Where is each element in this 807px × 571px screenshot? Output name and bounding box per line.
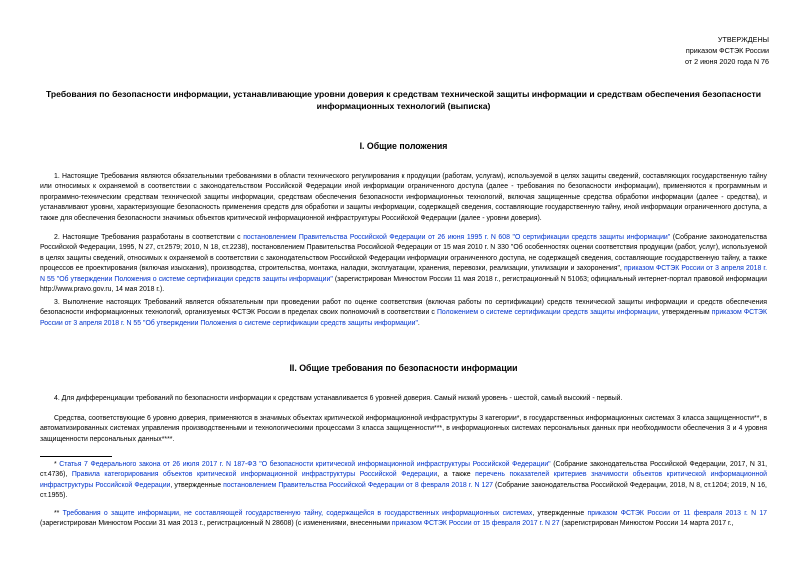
link-order-55[interactable]: приказом ФСТЭК России от 3 апреля 2018 г. N 55 "Об утверждении Положения о системе сертификации средств защиты информации" [40, 265, 767, 283]
fn1-text-4: (Собрание законодательства Российской Федерации, 2018, N 8, ст.1204; 2019, N 16, ст.1955). [40, 481, 767, 500]
link-federal-law-187[interactable]: Статья 7 Федерального закона от 26 июля 2017 г. N 187-ФЗ "О безопасности критической информационной инфраструктуры Российской Федерации" [59, 461, 551, 468]
paragraph-5: Средства, соответствующие 6 уровню доверия, применяются в значимых объектах критической информационной инфраструктуры 3 категории*, в государственных информационных системах 3 класса защищенности**, в автоматизированных системах управления производственными и технологическими процессами 3 класса защищенности***, в информационных системах персональных данных при необходимости обеспечения 3 и 4 уровня защищенности персональных данных****. [40, 415, 767, 443]
link-resolution-608[interactable]: постановлением Правительства Российской Федерации от 26 июня 1995 г. N 608 "О сертификации средств защиты информации" [243, 234, 671, 241]
approval-line-1: УТВЕРЖДЕНЫ [717, 35, 769, 44]
fn1-text-1: (Собрание законодательства Российской Федерации, 2017, N 31, ст.4736), [40, 461, 767, 479]
link-categorization-rules[interactable]: Правила категорирования объектов критической информационной инфраструктуры Российской Федерации [71, 471, 438, 479]
link-gis-requirements[interactable]: Требования о защите информации, не составляющей государственную тайну, содержащейся в государственных информационных системах [62, 510, 533, 517]
approval-stamp [685, 34, 769, 67]
link-order-55-approval[interactable]: приказом ФСТЭК России от 3 апреля 2018 г. N 55 "Об утверждении Положения о системе сертификации средств защиты информации" [40, 309, 768, 327]
section-2-heading: II. Общие требования по безопасности информации [289, 363, 518, 373]
fn2-text-1: , утвержденные [532, 510, 588, 517]
p3-text-2: , утвержденным [658, 309, 712, 317]
footnote-divider [40, 456, 112, 457]
footnote-2 [40, 509, 767, 530]
fn2-text-2: (зарегистрирован Минюстом России 31 мая 2013 г., регистрационный N 28608) (с изменениями, внесенными [40, 520, 392, 528]
p3-text-1: 3. Выполнение настоящих Требований является обязательным при проведении работ по оценке соответствия (включая работы по сертификации) средств технической защиты информации и средств обеспечения безопасности информационных технологий, организуемых ФСТЭК России в пределах своих полномочий в соответствии с [40, 299, 767, 317]
fn1-text-2: , а также [437, 471, 476, 479]
approval-line-2: приказом ФСТЭК России [685, 46, 769, 55]
section-1-heading: I. Общие положения [359, 141, 448, 151]
p2-text-3: (зарегистрирован Минюстом России 11 мая 2018 г., регистрационный N 51063; официальный интернет-портал правовой информации http://www.pravo.gov.ru, 14 мая 2018 г.). [40, 275, 767, 294]
link-criteria-list[interactable]: перечень показателей критериев значимости объектов критической информационной инфраструктуры Российской Федерации [40, 471, 768, 489]
approval-line-3: от 2 июня 2020 года N 76 [684, 57, 769, 66]
document-title: Требования по безопасности информации, устанавливающие уровни доверия к средствам технической защиты информации и средствам обеспечения безопасности информационных технологий (выписка) [46, 89, 761, 111]
p2-text-2: (Собрание законодательства Российской Федерации, 1995, N 27, ст.2579; 2010, N 18, ст.2238), постановлением Правительства Российской Федерации от 15 мая 2010 г. N 330 "Об особенностях оценки соответствия продукции (работ, услуг), используемой в целях защиты сведений, относимых к охраняемой в соответствии с законодательством Российской Федерации информации ограниченного доступа, не содержащей сведения, составляющие государственную тайну, а также процессов ее проектирования (включая изыскания), производства, строительства, монтажа, наладки, эксплуатации, хранения, перевозки, реализации, утилизации и захоронения", [40, 234, 767, 273]
paragraph-3 [40, 298, 767, 329]
fn2-text-3: (зарегистрирован Минюстом России 14 марта 2017 г., [559, 520, 734, 528]
link-order-27[interactable]: приказом ФСТЭК России от 15 февраля 2017 г. N 27 [391, 520, 560, 528]
paragraph-1: 1. Настоящие Требования являются обязательными требованиями в области технического регулирования к продукции (работам, услугам), используемой в целях защиты сведений, составляющих государственную тайну или относимых к охраняемой в соответствии с законодательством Российской Федерации иной информации ограниченного доступа (далее - требования по безопасности информации), применяются к программным и программно-техническим средствам технической защиты информации, средствам обеспечения безопасности информационных технологий, включая защищенные средства обработки информации (далее - средства), и устанавливают уровни, характеризующие безопасность применения средств для обработки и защиты информации, содержащей сведения, составляющие государственную тайну, иной информации ограниченного доступа, а также для обеспечения безопасности значимых объектов критической информационной инфраструктуры Российской Федерации (далее - уровни доверия). [40, 173, 767, 222]
fn1-text-3: , утвержденные [170, 481, 224, 489]
link-certification-regulation[interactable]: Положением о системе сертификации средств защиты информации [436, 309, 658, 317]
p2-text-1: 2. Настоящие Требования разработаны в соответствии с [54, 234, 244, 241]
paragraph-2 [40, 233, 767, 295]
paragraph-4: 4. Для дифференциации требований по безопасности информации к средствам устанавливается 6 уровней доверия. Самый низкий уровень - шестой, самый высокий - первый. [54, 395, 623, 402]
fn1-text-0: * [54, 461, 60, 468]
link-order-17[interactable]: приказом ФСТЭК России от 11 февраля 2013 г. N 17 [587, 510, 768, 517]
link-resolution-127[interactable]: постановлением Правительства Российской Федерации от 8 февраля 2018 г. N 127 [223, 481, 493, 489]
fn2-text-0: ** [54, 510, 63, 517]
footnote-1 [40, 460, 767, 502]
p3-text-3: . [417, 319, 420, 327]
